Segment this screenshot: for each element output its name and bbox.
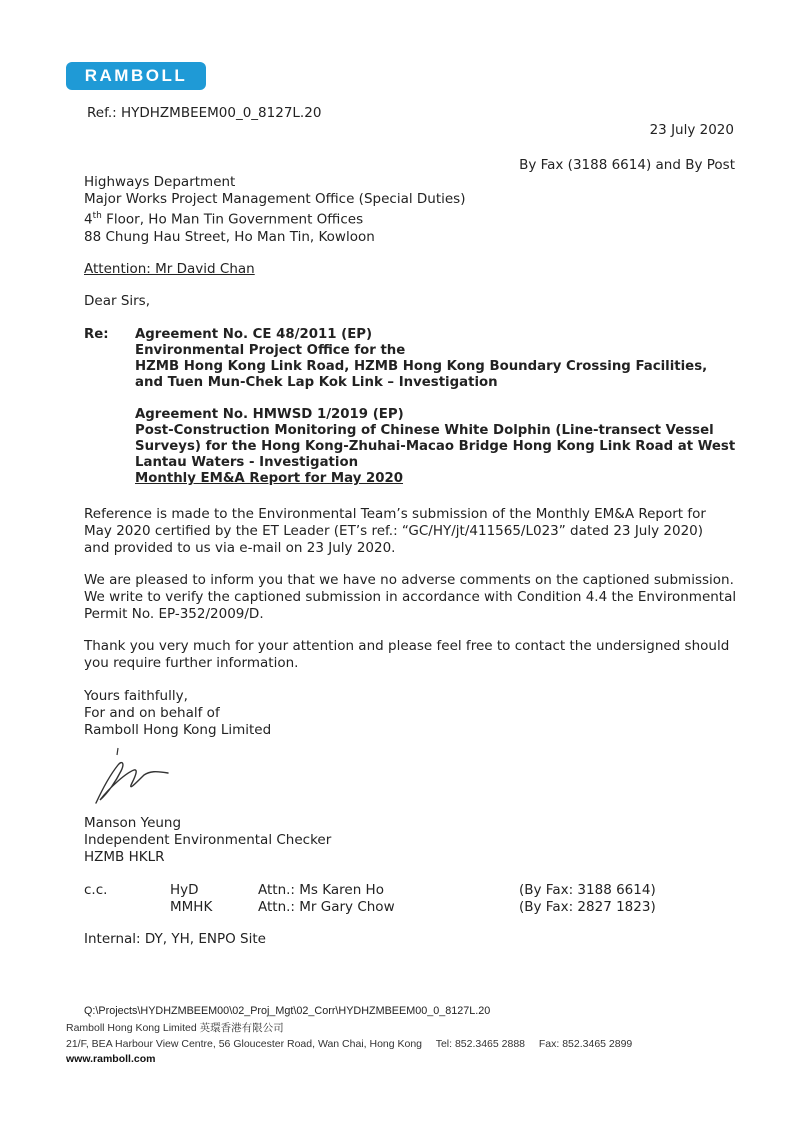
internal-distribution: Internal: DY, YH, ENPO Site [84, 931, 266, 947]
signatory-block [84, 815, 331, 866]
para1-line-3: and provided to us via e-mail on 23 July 2020. [84, 539, 396, 556]
re-block1-line-1: Agreement No. CE 48/2011 (EP) [135, 327, 373, 342]
logo-text: RAMBOLL [84, 66, 188, 85]
salutation: Dear Sirs, [84, 293, 151, 309]
company-logo [66, 62, 206, 90]
file-path: Q:\Projects\HYDHZMBEEM00\02_Proj_Mgt\02_Corr\HYDHZMBEEM00_0_8127L.20 [84, 1005, 491, 1017]
para3-line-2: you require further information. [84, 654, 299, 671]
re-block-agreement-1 [135, 327, 707, 391]
paragraph-thanks [84, 638, 736, 672]
para1-line-2: May 2020 certified by the ET Leader (ET’s ref.: “GC/HY/jt/411565/L023” dated 23 July 2020) [84, 522, 704, 539]
closing-line-3: Ramboll Hong Kong Limited [84, 722, 272, 738]
address-line-2: Major Works Project Management Office (Special Duties) [84, 191, 466, 207]
re-block1-line-2: Environmental Project Office for the [135, 343, 406, 358]
signatory-name: Manson Yeung [84, 815, 182, 831]
delivery-method: By Fax (3188 6614) and By Post [519, 157, 735, 173]
footer-tel: Tel: 852.3465 2888 [435, 1038, 526, 1050]
para2-line-3: Permit No. EP-352/2009/D. [84, 605, 264, 622]
cc-row-1-fax: (By Fax: 3188 6614) [519, 882, 656, 898]
cc-row-2-org: MMHK [170, 899, 213, 915]
footer-fax: Fax: 852.3465 2899 [538, 1038, 633, 1050]
reference-number: Ref.: HYDHZMBEEM00_0_8127L.20 [87, 105, 322, 121]
subject-line: Monthly EM&A Report for May 2020 [135, 471, 404, 486]
cc-row-2-attn: Attn.: Mr Gary Chow [258, 899, 395, 915]
footer-address: 21/F, BEA Harbour View Centre, 56 Gloucester Road, Wan Chai, Hong Kong [66, 1038, 423, 1050]
re-block1-line-3: HZMB Hong Kong Link Road, HZMB Hong Kong Boundary Crossing Facilities, [135, 359, 708, 374]
closing-line-1: Yours faithfully, [84, 688, 188, 704]
re-label: Re: [84, 327, 109, 342]
attention-line: Attention: Mr David Chan [84, 261, 255, 277]
address-floor-number: 4 [84, 211, 93, 228]
closing-block [84, 688, 271, 739]
paragraph-verification [84, 572, 736, 622]
cc-row-1-attn: Attn.: Ms Karen Ho [258, 882, 384, 898]
re-block2-line-2: Post-Construction Monitoring of Chinese White Dolphin (Line-transect Vessel [135, 423, 714, 438]
re-block2-line-1: Agreement No. HMWSD 1/2019 (EP) [135, 407, 404, 422]
cc-row-2-fax: (By Fax: 2827 1823) [519, 899, 656, 915]
address-line-3 [84, 208, 465, 229]
closing-line-2: For and on behalf of [84, 705, 220, 721]
address-line-1: Highways Department [84, 174, 236, 190]
re-block1-line-4: and Tuen Mun-Chek Lap Kok Link – Investigation [135, 375, 498, 390]
footer-website-link[interactable]: www.ramboll.com [66, 1053, 156, 1065]
recipient-address [84, 174, 465, 246]
para2-line-2: We write to verify the captioned submission in accordance with Condition 4.4 the Environmental [84, 588, 737, 605]
signatory-title: Independent Environmental Checker [84, 832, 332, 848]
cc-row-1-org: HyD [170, 882, 199, 898]
address-line-4: 88 Chung Hau Street, Ho Man Tin, Kowloon [84, 228, 375, 245]
para1-line-1: Reference is made to the Environmental Team’s submission of the Monthly EM&A Report for [84, 506, 706, 522]
address-building: Floor, Ho Man Tin Government Offices [101, 211, 364, 228]
signatory-org: HZMB HKLR [84, 849, 165, 865]
letter-date: 23 July 2020 [649, 122, 734, 138]
paragraph-reference [84, 506, 736, 556]
address-floor-suffix: th [92, 211, 102, 221]
footer-address-line [66, 1037, 632, 1051]
para2-line-1: We are pleased to inform you that we have no adverse comments on the captioned submission. [84, 572, 734, 588]
para3-line-1: Thank you very much for your attention and please feel free to contact the undersigned should [84, 638, 730, 654]
re-block2-line-4: Lantau Waters - Investigation [135, 455, 359, 470]
footer-company-name: Ramboll Hong Kong Limited 英環香港有限公司 [66, 1022, 284, 1034]
re-block2-line-3: Surveys) for the Hong Kong-Zhuhai-Macao Bridge Hong Kong Link Road at West [135, 439, 736, 454]
re-block-agreement-2 [135, 407, 735, 487]
cc-label: c.c. [84, 882, 108, 898]
handwritten-signature [88, 745, 188, 810]
